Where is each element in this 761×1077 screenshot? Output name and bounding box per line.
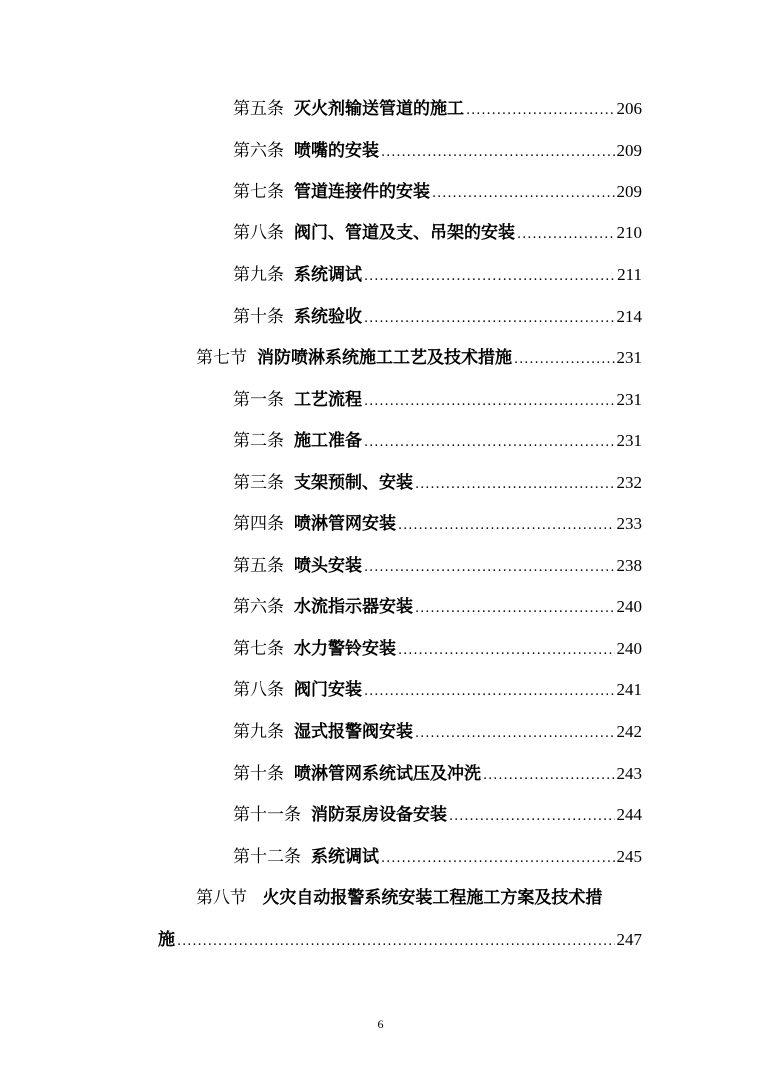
toc-leader-dots: [466, 98, 615, 124]
toc-entry-page: 243: [616, 764, 642, 783]
toc-leader-dots: [364, 679, 615, 705]
toc-leader-dots: [398, 638, 615, 664]
toc-entry-number: 第八节: [196, 888, 247, 908]
toc-entry-title: 湿式报警阀安装: [294, 722, 413, 742]
toc-entry-title: 系统调试: [311, 847, 379, 867]
toc-entry-number: 第一条: [233, 390, 284, 410]
toc-entry[interactable]: [233, 761, 642, 787]
toc-entry-number: 第六条: [233, 597, 284, 617]
toc-entry-number: 第十二条: [233, 847, 301, 867]
toc-entry-page: 214: [616, 307, 642, 326]
toc-entry-page: 211: [617, 265, 642, 284]
toc-leader-dots: [483, 763, 615, 789]
toc-entry-title: 水流指示器安装: [294, 597, 413, 617]
toc-leader-dots: [364, 389, 615, 415]
toc-entry-number: 第七条: [233, 182, 284, 202]
toc-entry[interactable]: [233, 636, 642, 662]
toc-leader-dots: [398, 513, 615, 539]
toc-entry-page: 238: [616, 556, 642, 575]
toc-entry-page: 232: [616, 473, 642, 492]
toc-entry-page: 241: [616, 680, 642, 699]
toc-section-entry-continued[interactable]: [158, 927, 642, 953]
toc-entry-number: 第五条: [233, 99, 284, 119]
toc-entry-page: 240: [616, 597, 642, 616]
toc-leader-dots: [415, 472, 615, 498]
toc-leader-dots: [432, 181, 615, 207]
toc-entry[interactable]: [233, 553, 642, 579]
toc-entry-title-continued: 施: [158, 930, 175, 950]
toc-entry-title: 水力警铃安装: [294, 639, 396, 659]
toc-entry-title: 火灾自动报警系统安装工程施工方案及技术措: [262, 888, 603, 908]
toc-entry[interactable]: [233, 428, 642, 454]
toc-entry-number: 第十条: [233, 307, 284, 327]
toc-entry-number: 第七节: [196, 348, 247, 368]
toc-entry[interactable]: [233, 138, 642, 164]
toc-entry[interactable]: [233, 96, 642, 122]
page-number: 6: [377, 1017, 384, 1031]
toc-leader-dots: [364, 430, 615, 456]
toc-entry-number: 第七条: [233, 639, 284, 659]
toc-leader-dots: [364, 306, 615, 332]
toc-entry-title: 系统调试: [294, 265, 362, 285]
toc-entry[interactable]: [233, 220, 642, 246]
toc-entry-page: 231: [616, 348, 642, 367]
toc-section-entry[interactable]: [196, 345, 642, 371]
toc-entry-title: 喷淋管网安装: [294, 514, 396, 534]
toc-entry-title: 施工准备: [294, 431, 362, 451]
toc-entry-title: 喷头安装: [294, 556, 362, 576]
toc-entry[interactable]: [233, 262, 642, 288]
toc-leader-dots: [364, 555, 615, 581]
toc-entry-number: 第六条: [233, 141, 284, 161]
toc-entry-number: 第十条: [233, 764, 284, 784]
toc-entry-title: 喷淋管网系统试压及冲洗: [294, 764, 481, 784]
toc-leader-dots: [415, 596, 615, 622]
toc-leader-dots: [514, 347, 615, 373]
toc-entry-number: 第九条: [233, 265, 284, 285]
toc-entry[interactable]: [233, 594, 642, 620]
toc-entry-title: 系统验收: [294, 307, 362, 327]
toc-entry-page: 242: [616, 722, 642, 741]
toc-entry-title: 阀门、管道及支、吊架的安装: [294, 223, 515, 243]
toc-leader-dots: [449, 804, 615, 830]
toc-section-entry[interactable]: [196, 885, 642, 911]
toc-entry-page: 247: [616, 930, 642, 949]
toc-leader-dots: [517, 222, 615, 248]
toc-entry-number: 第四条: [233, 514, 284, 534]
toc-leader-dots: [381, 140, 615, 166]
toc-entry-page: 210: [616, 223, 642, 242]
toc-entry-title: 灭火剂输送管道的施工: [294, 99, 464, 119]
toc-entry[interactable]: [233, 802, 642, 828]
toc-entry-title: 支架预制、安装: [294, 473, 413, 493]
toc-entry-number: 第八条: [233, 680, 284, 700]
toc-entry-title: 喷嘴的安装: [294, 141, 379, 161]
toc-leader-dots: [415, 721, 615, 747]
toc-entry-number: 第九条: [233, 722, 284, 742]
toc-entry[interactable]: [233, 719, 642, 745]
toc-entry-page: 209: [616, 141, 642, 160]
toc-entry-page: 240: [616, 639, 642, 658]
toc-entry[interactable]: [233, 677, 642, 703]
toc-leader-dots: [381, 846, 615, 872]
toc-entry[interactable]: [233, 387, 642, 413]
toc-entry[interactable]: [233, 179, 642, 205]
toc-entry-page: 209: [616, 182, 642, 201]
toc-entry[interactable]: [233, 511, 642, 537]
toc-entry-title: 消防泵房设备安装: [311, 805, 447, 825]
toc-entry-page: 206: [616, 99, 642, 118]
toc-entry-number: 第五条: [233, 556, 284, 576]
toc-entry[interactable]: [233, 470, 642, 496]
toc-entry-page: 233: [616, 514, 642, 533]
toc-entry[interactable]: [233, 304, 642, 330]
toc-entry-title: 阀门安装: [294, 680, 362, 700]
toc-entry-page: 245: [616, 847, 642, 866]
toc-entry-title: 工艺流程: [294, 390, 362, 410]
toc-entry-page: 244: [616, 805, 642, 824]
toc-entry-number: 第二条: [233, 431, 284, 451]
toc-entry-number: 第三条: [233, 473, 284, 493]
toc-entry-page: 231: [616, 390, 642, 409]
toc-leader-dots: [364, 264, 615, 290]
toc-entry[interactable]: [233, 844, 642, 870]
toc-entry-title: 管道连接件的安装: [294, 182, 430, 202]
toc-leader-dots: [177, 929, 615, 955]
toc-entry-page: 231: [616, 431, 642, 450]
toc-entry-number: 第八条: [233, 223, 284, 243]
toc-entry-number: 第十一条: [233, 805, 301, 825]
toc-entry-title: 消防喷淋系统施工工艺及技术措施: [257, 348, 512, 368]
